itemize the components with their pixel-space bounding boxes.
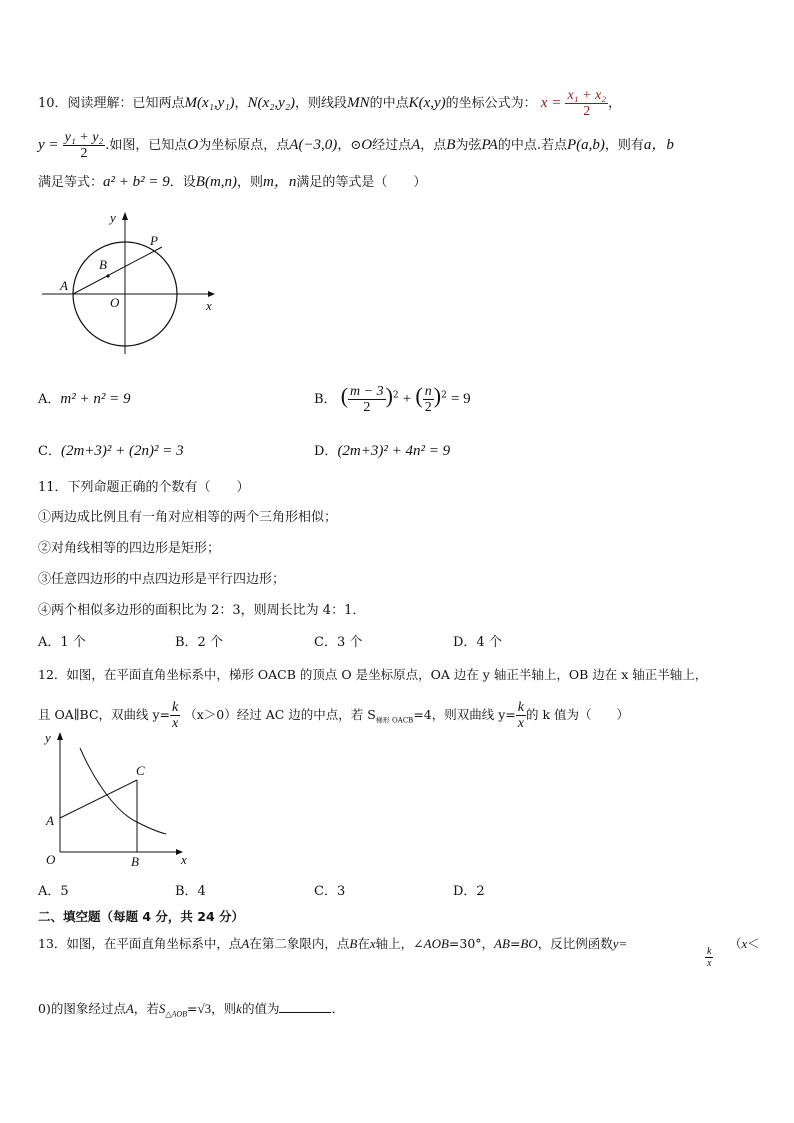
q12-option-c[interactable]: C．3 (314, 884, 346, 899)
y-axis-arrow (57, 732, 63, 740)
label-p: P (150, 233, 158, 248)
x-axis-arrow (208, 291, 215, 297)
q10-line1: 10．阅读理解：已知两点M(x₁,y₁)，N(x₂,y₂)，则线段MN的中点K(x,y)的坐标公式为： x = $\frac{\text{x₁ + x₂}}{2}$ ， (38, 88, 622, 119)
q10-option-d[interactable]: D．(2m+3)² + 4n² = 9 (314, 443, 451, 459)
label-c: C (136, 763, 145, 778)
label-a: A (46, 813, 54, 828)
label-b: B (99, 257, 107, 272)
hyperbola-curve (80, 748, 166, 834)
point-b (106, 274, 109, 277)
q10-option-a[interactable]: A．m² + n² = 9 (38, 391, 131, 407)
q11-statement-4: ④两个相似多边形的面积比为 2：3，则周长比为 4：1． (38, 603, 366, 618)
q12-trapezoid-figure (38, 728, 198, 870)
q10-option-c[interactable]: C．(2m+3)² + (2n)² = 3 (38, 443, 184, 459)
label-b: B (131, 854, 139, 869)
answer-blank[interactable] (279, 1012, 331, 1013)
q11-option-d[interactable]: D．4 个 (453, 635, 502, 650)
label-y: y (45, 730, 51, 745)
q13-k-over-x: $\frac{k}{x}$ (707, 946, 712, 969)
y-axis-arrow (122, 212, 128, 220)
label-y: y (110, 210, 116, 225)
y-midpoint-fraction: $\frac{\text{y₁ + y₂}}{2}$ (64, 130, 104, 161)
chord-pa (73, 247, 162, 294)
label-a: A (60, 278, 68, 293)
q10-circle-figure (38, 208, 228, 358)
q11-option-c[interactable]: C．3 个 (314, 635, 363, 650)
q10-option-b[interactable]: B． ( $\frac{m - 3}{2}$ )$^2$ + ( $\frac{n}{2}$ )$^2$ = 9 (314, 383, 471, 415)
section-fill-in-heading: 二、填空题（每题 4 分，共 24 分） (38, 909, 245, 924)
q12-option-b[interactable]: B．4 (175, 884, 206, 899)
q12-line1: 12．如图，在平面直角坐标系中，梯形 OACB 的顶点 O 是坐标原点，OA 边在 y 轴正半轴上，OB 边在 x 轴正半轴上， (38, 667, 708, 682)
q13-line1-tail: （x＜ (729, 936, 760, 951)
q12-option-a[interactable]: A．5 (38, 884, 69, 899)
label-x: x (206, 298, 212, 313)
q12-line2: 且 OA∥BC，双曲线 y= $\frac{k}{x}$ （x＞0）经过 AC 边的中点，若 $S_{梯形 OACB}=4$，则双曲线 y= $\frac{k}{x}$ 的 k 值为（ ） (38, 700, 630, 731)
q11-option-b[interactable]: B．2 个 (175, 635, 223, 650)
q11-option-a[interactable]: A．1 个 (38, 635, 86, 650)
label-o: O (110, 295, 120, 310)
x-midpoint-fraction: $\frac{\text{x₁ + x₂}}{2}$ (567, 88, 607, 119)
label-x: x (181, 852, 187, 867)
q11-statement-2: ②对角线相等的四边形是矩形； (38, 541, 221, 556)
q10-line3: 满足等式：a² + b² = 9．设B(m,n)，则m，n满足的等式是（ ） (38, 174, 427, 190)
q13-line2: 0)的图象经过点A，若$S_{\triangle AOB}=√3$，则k的值为 ． (38, 1001, 344, 1019)
segment-ac (60, 780, 137, 818)
label-o: O (46, 852, 56, 867)
q11-statement-3: ③任意四边形的中点四边形是平行四边形； (38, 572, 286, 587)
q11-statement-1: ①两边成比例且有一角对应相等的两个三角形相似； (38, 510, 338, 525)
q13-line1: 13．如图，在平面直角坐标系中，点A在第二象限内，点B在x轴上，∠AOB=30°，AB=BO，反比例函数y= (38, 936, 628, 951)
q11-stem: 11．下列命题正确的个数有（ ） (38, 480, 250, 495)
q12-option-d[interactable]: D．2 (453, 884, 485, 899)
q10-line2: y = $\frac{\text{y₁ + y₂}}{2}$ .如图，已知点O为坐标原点，点A(−3,0)，⊙O经过点A，点B为弦PA的中点.若点P(a,b)，则有a，b (38, 130, 674, 161)
